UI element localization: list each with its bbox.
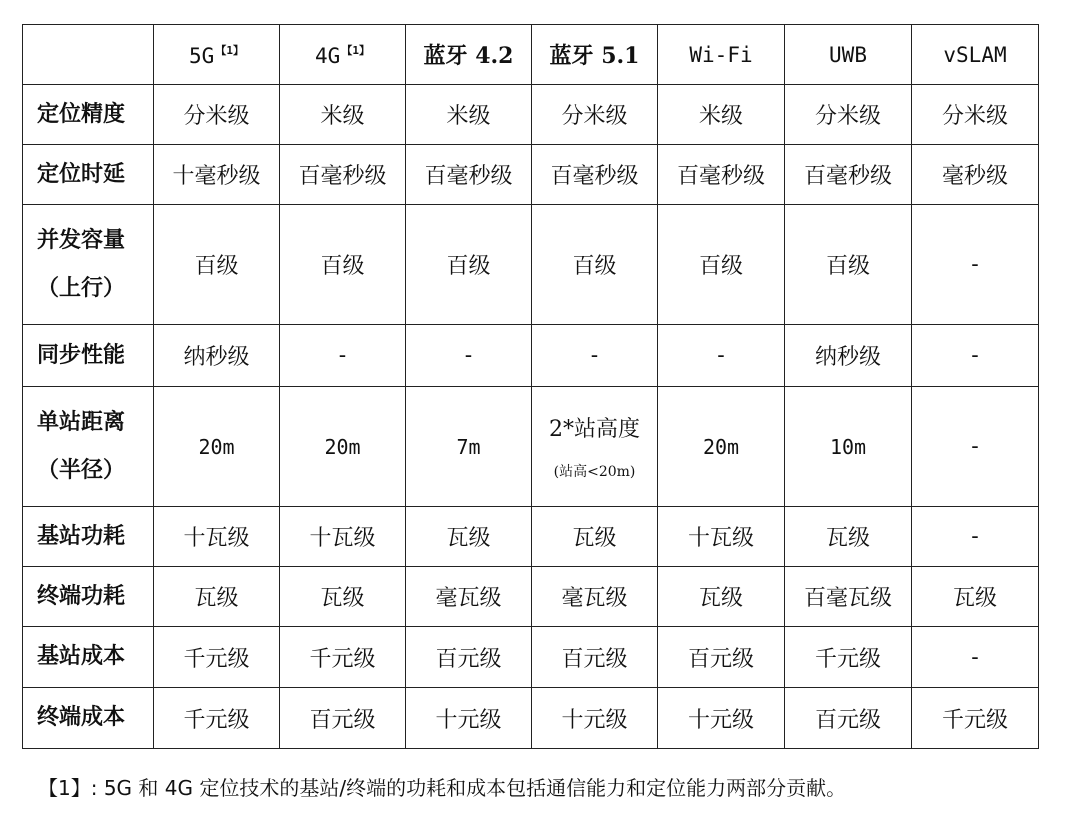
row-label xyxy=(23,85,154,145)
table-cell xyxy=(658,387,785,507)
table-row xyxy=(23,205,1039,325)
column-header-label: UWB xyxy=(829,42,867,67)
table-row xyxy=(23,325,1039,387)
cell-value: 瓦级 xyxy=(320,586,365,611)
cell-value: 十瓦级 xyxy=(309,526,376,551)
table-cell xyxy=(406,627,532,688)
cell-value: 瓦级 xyxy=(446,526,491,551)
table-row xyxy=(23,507,1039,567)
table-cell xyxy=(406,205,532,325)
cell-value: - xyxy=(338,343,347,368)
row-label-line: 同步性能 xyxy=(37,342,126,368)
table-row xyxy=(23,145,1039,205)
cell-value: - xyxy=(971,524,979,549)
table-cell xyxy=(154,567,280,627)
cell-value: 百元级 xyxy=(309,707,376,733)
row-label xyxy=(23,387,154,507)
column-header-label: Wi-Fi xyxy=(689,42,753,67)
table-cell xyxy=(154,627,280,688)
table-cell xyxy=(280,688,406,749)
cell-value: - xyxy=(590,343,599,368)
table-row xyxy=(23,627,1039,688)
cell-value: 米级 xyxy=(446,104,491,129)
row-label xyxy=(23,507,154,567)
row-label-line: （半径） xyxy=(37,457,126,483)
row-label xyxy=(23,325,154,387)
table-cell xyxy=(785,325,912,387)
table-cell xyxy=(406,145,532,205)
cell-value: 百毫秒级 xyxy=(676,164,765,189)
cell-value: 瓦级 xyxy=(952,586,997,611)
row-label xyxy=(23,627,154,688)
cell-value: 米级 xyxy=(698,104,743,129)
cell-value: 20m xyxy=(324,434,361,459)
cell-value: 2*站高度 xyxy=(549,417,640,442)
cell-value: 百元级 xyxy=(435,646,502,672)
cell-value: 百毫秒级 xyxy=(550,164,639,189)
table-cell xyxy=(785,627,912,688)
cell-value: 瓦级 xyxy=(698,586,743,611)
cell-value: 十元级 xyxy=(687,707,754,733)
cell-value: 百级 xyxy=(194,254,239,279)
cell-value: 百元级 xyxy=(561,646,628,672)
cell-value: 千元级 xyxy=(183,646,250,672)
footnote-marker: 【1】 xyxy=(215,43,244,57)
row-label-line: （上行） xyxy=(37,275,126,301)
cell-value: 百级 xyxy=(572,254,617,279)
cell-value: 百元级 xyxy=(814,707,881,733)
cell-value: 10m xyxy=(829,434,867,459)
cell-value: 瓦级 xyxy=(194,586,239,611)
row-label-line: 定位时延 xyxy=(37,161,126,187)
footnote: 【1】: 5G 和 4G 定位技术的基站/终端的功耗和成本包括通信能力和定位能力两部分贡献。 xyxy=(38,776,847,800)
cell-note: (站高<20m) xyxy=(553,464,636,480)
table-cell xyxy=(658,145,785,205)
table-cell xyxy=(280,325,406,387)
table-cell xyxy=(406,387,532,507)
column-header-label: 5G xyxy=(189,43,215,68)
table-cell xyxy=(785,507,912,567)
table-cell xyxy=(912,627,1039,688)
comparison-table xyxy=(22,24,1039,749)
cell-value: 千元级 xyxy=(941,707,1008,733)
row-label xyxy=(23,205,154,325)
cell-value: 百毫秒级 xyxy=(298,164,387,189)
table-cell xyxy=(785,387,912,507)
table-row xyxy=(23,85,1039,145)
header-row xyxy=(23,25,1039,85)
cell-value: 十瓦级 xyxy=(687,526,754,551)
table-cell xyxy=(154,205,280,325)
column-header-label: 蓝牙 5.1 xyxy=(549,43,640,69)
cell-value: 纳秒级 xyxy=(814,345,881,370)
table-cell xyxy=(785,205,912,325)
row-label-line: 基站成本 xyxy=(37,644,126,669)
table-cell xyxy=(912,567,1039,627)
cell-value: 7m xyxy=(456,434,481,459)
cell-value: 瓦级 xyxy=(572,526,617,551)
table-cell xyxy=(280,627,406,688)
column-header xyxy=(785,25,912,85)
cell-value: 20m xyxy=(198,434,235,459)
cell-value: 千元级 xyxy=(309,646,376,672)
table-cell xyxy=(912,507,1039,567)
table-cell xyxy=(280,85,406,145)
column-header xyxy=(532,25,658,85)
table-cell xyxy=(658,507,785,567)
cell-value: - xyxy=(717,343,725,368)
table-cell xyxy=(154,85,280,145)
table-row xyxy=(23,387,1039,507)
table-cell xyxy=(912,325,1039,387)
cell-value: 千元级 xyxy=(814,646,881,672)
cell-value: 十瓦级 xyxy=(183,526,250,551)
cell-value: 百毫秒级 xyxy=(803,164,892,189)
cell-value: 百级 xyxy=(698,254,743,279)
cell-value: 纳秒级 xyxy=(183,345,250,370)
column-header xyxy=(280,25,406,85)
cell-value: 百级 xyxy=(446,254,491,279)
row-label-line: 定位精度 xyxy=(37,101,126,127)
table-cell xyxy=(154,145,280,205)
column-header-label: 4G xyxy=(315,43,341,68)
cell-value: - xyxy=(464,343,473,368)
row-label-line: 基站功耗 xyxy=(37,523,126,549)
table-cell xyxy=(658,325,785,387)
table-cell xyxy=(406,567,532,627)
table-cell xyxy=(280,205,406,325)
table-cell xyxy=(785,145,912,205)
table-cell xyxy=(658,567,785,627)
cell-value: - xyxy=(971,252,979,277)
footnote-marker: 【1】 xyxy=(341,43,370,57)
cell-value: - xyxy=(971,343,979,368)
table-cell xyxy=(532,205,658,325)
cell-value: 千元级 xyxy=(183,707,250,733)
table-cell xyxy=(912,205,1039,325)
cell-value: 百级 xyxy=(825,254,870,279)
row-label-line: 终端成本 xyxy=(37,705,126,730)
table-cell xyxy=(912,145,1039,205)
table-cell xyxy=(785,567,912,627)
table-cell xyxy=(658,85,785,145)
cell-value: 米级 xyxy=(320,104,365,129)
cell-value: 分米级 xyxy=(183,104,250,129)
table-cell xyxy=(532,387,658,507)
table-cell xyxy=(658,688,785,749)
table-cell xyxy=(280,145,406,205)
table-cell xyxy=(532,85,658,145)
row-label xyxy=(23,145,154,205)
table-cell xyxy=(154,387,280,507)
column-header xyxy=(912,25,1039,85)
table-cell xyxy=(785,688,912,749)
table-cell xyxy=(532,567,658,627)
cell-value: 百元级 xyxy=(687,646,754,672)
cell-value: 毫瓦级 xyxy=(561,586,628,611)
corner-cell xyxy=(23,25,154,85)
table-cell xyxy=(154,507,280,567)
cell-value: 分米级 xyxy=(814,104,881,129)
table-cell xyxy=(912,387,1039,507)
table-cell xyxy=(154,688,280,749)
table-cell xyxy=(532,627,658,688)
table-cell xyxy=(406,325,532,387)
table-cell xyxy=(532,688,658,749)
table-cell xyxy=(532,325,658,387)
cell-value: 毫秒级 xyxy=(941,164,1008,189)
column-header xyxy=(658,25,785,85)
column-header-label: 蓝牙 4.2 xyxy=(423,43,514,69)
cell-value: - xyxy=(971,434,979,459)
cell-value: - xyxy=(971,644,979,670)
table-cell xyxy=(280,387,406,507)
column-header-label: vSLAM xyxy=(943,42,1007,67)
table-row xyxy=(23,567,1039,627)
table-cell xyxy=(154,325,280,387)
table-cell xyxy=(532,507,658,567)
table-cell xyxy=(280,507,406,567)
column-header xyxy=(154,25,280,85)
cell-value: 分米级 xyxy=(561,104,628,129)
cell-value: 百毫秒级 xyxy=(424,164,513,189)
table-cell xyxy=(406,85,532,145)
cell-value: 十毫秒级 xyxy=(172,164,261,189)
table-row xyxy=(23,688,1039,749)
column-header xyxy=(406,25,532,85)
table-cell xyxy=(406,688,532,749)
cell-value: 百级 xyxy=(320,254,365,279)
cell-value: 十元级 xyxy=(435,707,502,733)
row-label xyxy=(23,567,154,627)
cell-value: 十元级 xyxy=(561,707,628,733)
row-label xyxy=(23,688,154,749)
cell-value: 百毫瓦级 xyxy=(803,586,892,611)
table-cell xyxy=(658,627,785,688)
cell-value: 分米级 xyxy=(941,104,1008,129)
cell-value: 20m xyxy=(702,434,740,459)
row-label-line: 并发容量 xyxy=(37,227,126,253)
table-cell xyxy=(912,85,1039,145)
table-cell xyxy=(658,205,785,325)
table-cell xyxy=(280,567,406,627)
row-label-line: 单站距离 xyxy=(37,409,126,435)
table-cell xyxy=(532,145,658,205)
cell-value: 瓦级 xyxy=(825,526,870,551)
table-cell xyxy=(406,507,532,567)
table-cell xyxy=(912,688,1039,749)
cell-value: 毫瓦级 xyxy=(435,586,502,611)
row-label-line: 终端功耗 xyxy=(37,583,126,609)
table-cell xyxy=(785,85,912,145)
